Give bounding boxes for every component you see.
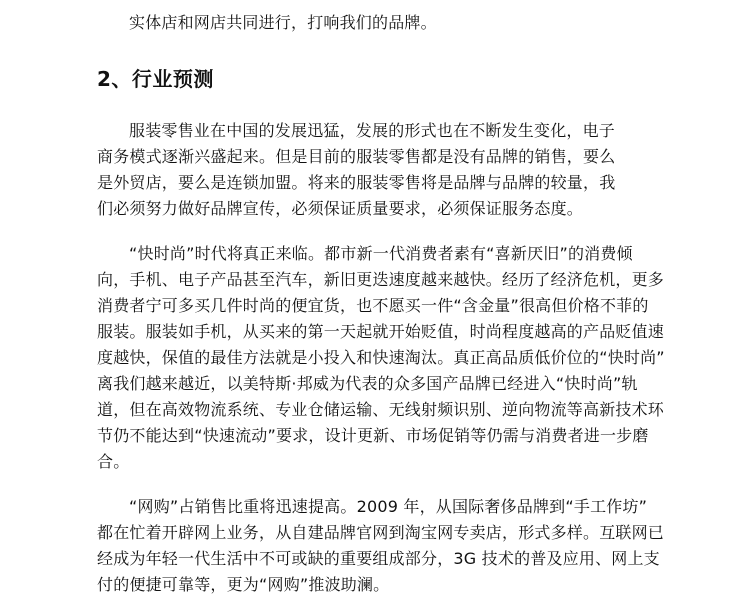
intro-line: 实体店和网店共同进行，打响我们的品牌。 xyxy=(129,13,437,32)
paragraph-line: 消费者宁可多买几件时尚的便宜货，也不愿买一件“含金量”很高但价格不菲的 xyxy=(97,296,649,315)
section-heading: 2、行业预测 xyxy=(97,67,214,91)
paragraph-line: 向，手机、电子产品甚至汽车，新旧更迭速度越来越快。经历了经济危机，更多 xyxy=(97,270,665,289)
paragraph-line: 节仍不能达到“快速流动”要求，设计更新、市场促销等仍需与消费者进一步磨 xyxy=(97,426,649,445)
paragraph-line: 道，但在高效物流系统、专业仓储运输、无线射频识别、逆向物流等高新技术环 xyxy=(97,400,665,419)
paragraph-line: 商务模式逐渐兴盛起来。但是目前的服装零售都是没有品牌的销售，要么 xyxy=(97,147,616,166)
paragraph-line: 服装零售业在中国的发展迅猛，发展的形式也在不断发生变化，电子 xyxy=(129,121,616,140)
paragraph-line: 都在忙着开辟网上业务，从自建品牌官网到淘宝网专卖店，形式多样。互联网已 xyxy=(97,523,665,542)
paragraph-line: 服装。服装如手机，从买来的第一天起就开始贬值，时尚程度越高的产品贬值速 xyxy=(97,322,665,341)
paragraph-line: 们必须努力做好品牌宣传，必须保证质量要求，必须保证服务态度。 xyxy=(97,199,584,218)
paragraph-line: “快时尚”时代将真正来临。都市新一代消费者素有“喜新厌旧”的消费倾 xyxy=(129,244,633,263)
paragraph-line: 付的便捷可靠等，更为“网购”推波助澜。 xyxy=(97,575,390,594)
paragraph-line: 合。 xyxy=(97,452,130,471)
paragraph-line: “网购”占销售比重将迅速提高。2009 年，从国际奢侈品牌到“手工作坊” xyxy=(129,497,648,516)
paragraph-line: 度越快，保值的最佳方法就是小投入和快速淘汰。真正高品质低价位的“快时尚” xyxy=(97,348,665,367)
paragraph-line: 经成为年轻一代生活中不可或缺的重要组成部分，3G 技术的普及应用、网上支 xyxy=(97,549,660,568)
paragraph-line: 离我们越来越近，以美特斯·邦威为代表的众多国产品牌已经进入“快时尚”轨 xyxy=(97,374,638,393)
paragraph-line: 是外贸店，要么是连锁加盟。将来的服装零售将是品牌与品牌的较量，我 xyxy=(97,173,616,192)
